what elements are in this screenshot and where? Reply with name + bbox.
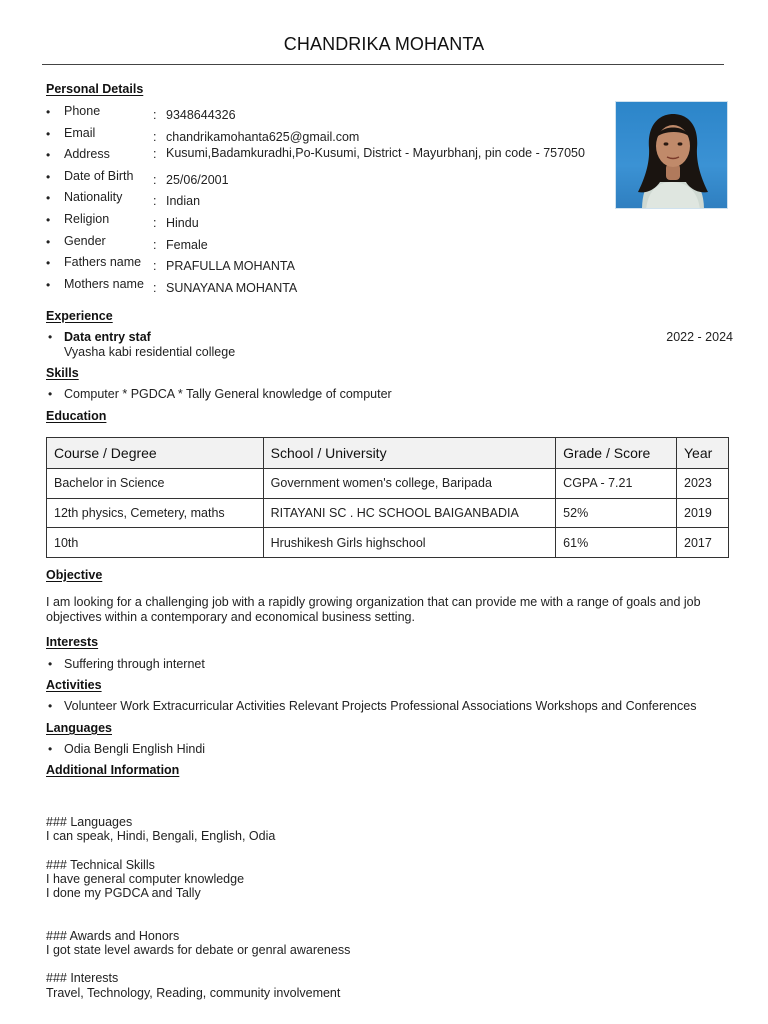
education-grade: 52% (556, 498, 677, 528)
profile-photo-portrait (616, 102, 728, 209)
education-header-year: Year (677, 438, 729, 469)
personal-value: chandrikamohanta625@gmail.com (166, 129, 360, 144)
education-course: 12th physics, Cemetery, maths (47, 498, 264, 528)
section-interests: Interests (46, 635, 99, 649)
personal-key: Religion (64, 211, 110, 226)
education-grade: 61% (556, 528, 677, 558)
personal-value: PRAFULLA MOHANTA (166, 259, 295, 274)
education-year: 2023 (677, 469, 729, 499)
education-course: 10th (47, 528, 264, 558)
activities-item: • Volunteer Work Extracurricular Activities Relevant Projects Professional Associations Workshops and Conferences (46, 699, 746, 714)
section-education: Education (46, 409, 107, 423)
personal-row-dob: • Date of Birth : 25/06/2001 (46, 168, 229, 187)
activities-list (46, 699, 746, 714)
education-grade: CGPA - 7.21 (556, 469, 677, 499)
interests-item: • Suffering through internet (46, 657, 205, 672)
section-activities: Activities (46, 678, 102, 692)
personal-value: Female (166, 237, 208, 252)
experience-item (46, 330, 235, 360)
personal-value: Hindu (166, 215, 199, 230)
personal-value: Kusumi,Badamkuradhi,Po-Kusumi, District - Mayurbhanj, pin code - 757050 (166, 146, 585, 161)
bullet: • (46, 169, 51, 184)
section-skills: Skills (46, 366, 79, 380)
section-experience: Experience (46, 309, 113, 323)
bullet: • (46, 148, 51, 163)
personal-row-religion: • Religion : Hindu (46, 211, 199, 230)
title-divider (42, 64, 724, 65)
table-row (47, 498, 729, 528)
education-course: Bachelor in Science (47, 469, 264, 499)
skills-item: • Computer * PGDCA * Tally General knowledge of computer (46, 387, 392, 402)
experience-title: Data entry staf (64, 330, 151, 344)
bullet: • (46, 126, 51, 141)
personal-details-list (46, 104, 616, 298)
resume-name: CHANDRIKA MOHANTA (283, 34, 485, 54)
education-school: Hrushikesh Girls highschool (263, 528, 556, 558)
table-row (47, 469, 729, 499)
education-table (46, 437, 729, 558)
personal-row-phone: • Phone : 9348644326 (46, 104, 236, 122)
personal-value: 25/06/2001 (166, 172, 229, 187)
skills-list (46, 387, 392, 402)
personal-key: Mothers name (64, 276, 144, 291)
education-header-row (47, 438, 729, 469)
education-header-school: School / University (263, 438, 556, 469)
experience-organization: Vyasha kabi residential college (64, 345, 236, 359)
bullet: • (46, 256, 51, 271)
languages-list (46, 742, 205, 757)
personal-row-address: • Address : Kusumi,Badamkuradhi,Po-Kusumi, District - Mayurbhanj, pin code - 757050 (46, 146, 585, 163)
personal-value: SUNAYANA MOHANTA (166, 280, 298, 295)
personal-key: Fathers name (64, 255, 142, 270)
personal-row-gender: • Gender : Female (46, 233, 208, 252)
education-header-course: Course / Degree (47, 438, 264, 469)
personal-key: Email (64, 125, 96, 140)
section-personal-details: Personal Details (46, 82, 144, 96)
education-school: Government women's college, Baripada (263, 469, 556, 499)
section-additional-information: Additional Information (46, 763, 180, 777)
languages-item: • Odia Bengli English Hindi (46, 742, 205, 757)
bullet: • (46, 212, 51, 227)
personal-row-nationality: • Nationality : Indian (46, 190, 201, 209)
interests-list (46, 657, 205, 672)
bullet: • (46, 234, 51, 249)
table-row (47, 528, 729, 558)
objective-text: I am looking for a challenging job with a rapidly growing organization that can provide me with a range of goals and job objectives within a contemporary and economical business setting. (46, 595, 701, 624)
personal-key: Nationality (64, 190, 123, 205)
education-school: RITAYANI SC . HC SCHOOL BAIGANBADIA (263, 498, 556, 528)
personal-key: Date of Birth (64, 168, 134, 183)
experience-years: 2022 - 2024 (666, 330, 733, 344)
education-header-grade: Grade / Score (556, 438, 677, 469)
personal-value: Indian (166, 194, 201, 209)
personal-key: Gender (64, 233, 106, 248)
personal-row-email: • Email : chandrikamohanta625@gmail.com (46, 125, 360, 144)
personal-key: Phone (64, 104, 101, 118)
experience-list (46, 330, 235, 360)
education-year: 2019 (677, 498, 729, 528)
bullet: • (46, 277, 51, 292)
section-objective: Objective (46, 568, 103, 582)
personal-row-mothers-name: • Mothers name : SUNAYANA MOHANTA (46, 276, 298, 295)
bullet: • (46, 105, 51, 119)
bullet: • (46, 191, 51, 206)
personal-key: Address (64, 147, 110, 162)
personal-row-fathers-name: • Fathers name : PRAFULLA MOHANTA (46, 255, 295, 274)
additional-information-text: ### Languages I can speak, Hindi, Bengali, English, Odia ### Technical Skills I have general computer knowledge I done my PGDCA and Tally ### Awards and Honors I got state level awards for debate or genral awareness ### Interests Travel, Technology, Reading, community involvement (46, 815, 351, 1000)
profile-photo (615, 101, 728, 209)
personal-value: 9348644326 (166, 108, 236, 122)
education-year: 2017 (677, 528, 729, 558)
section-languages: Languages (46, 721, 112, 735)
